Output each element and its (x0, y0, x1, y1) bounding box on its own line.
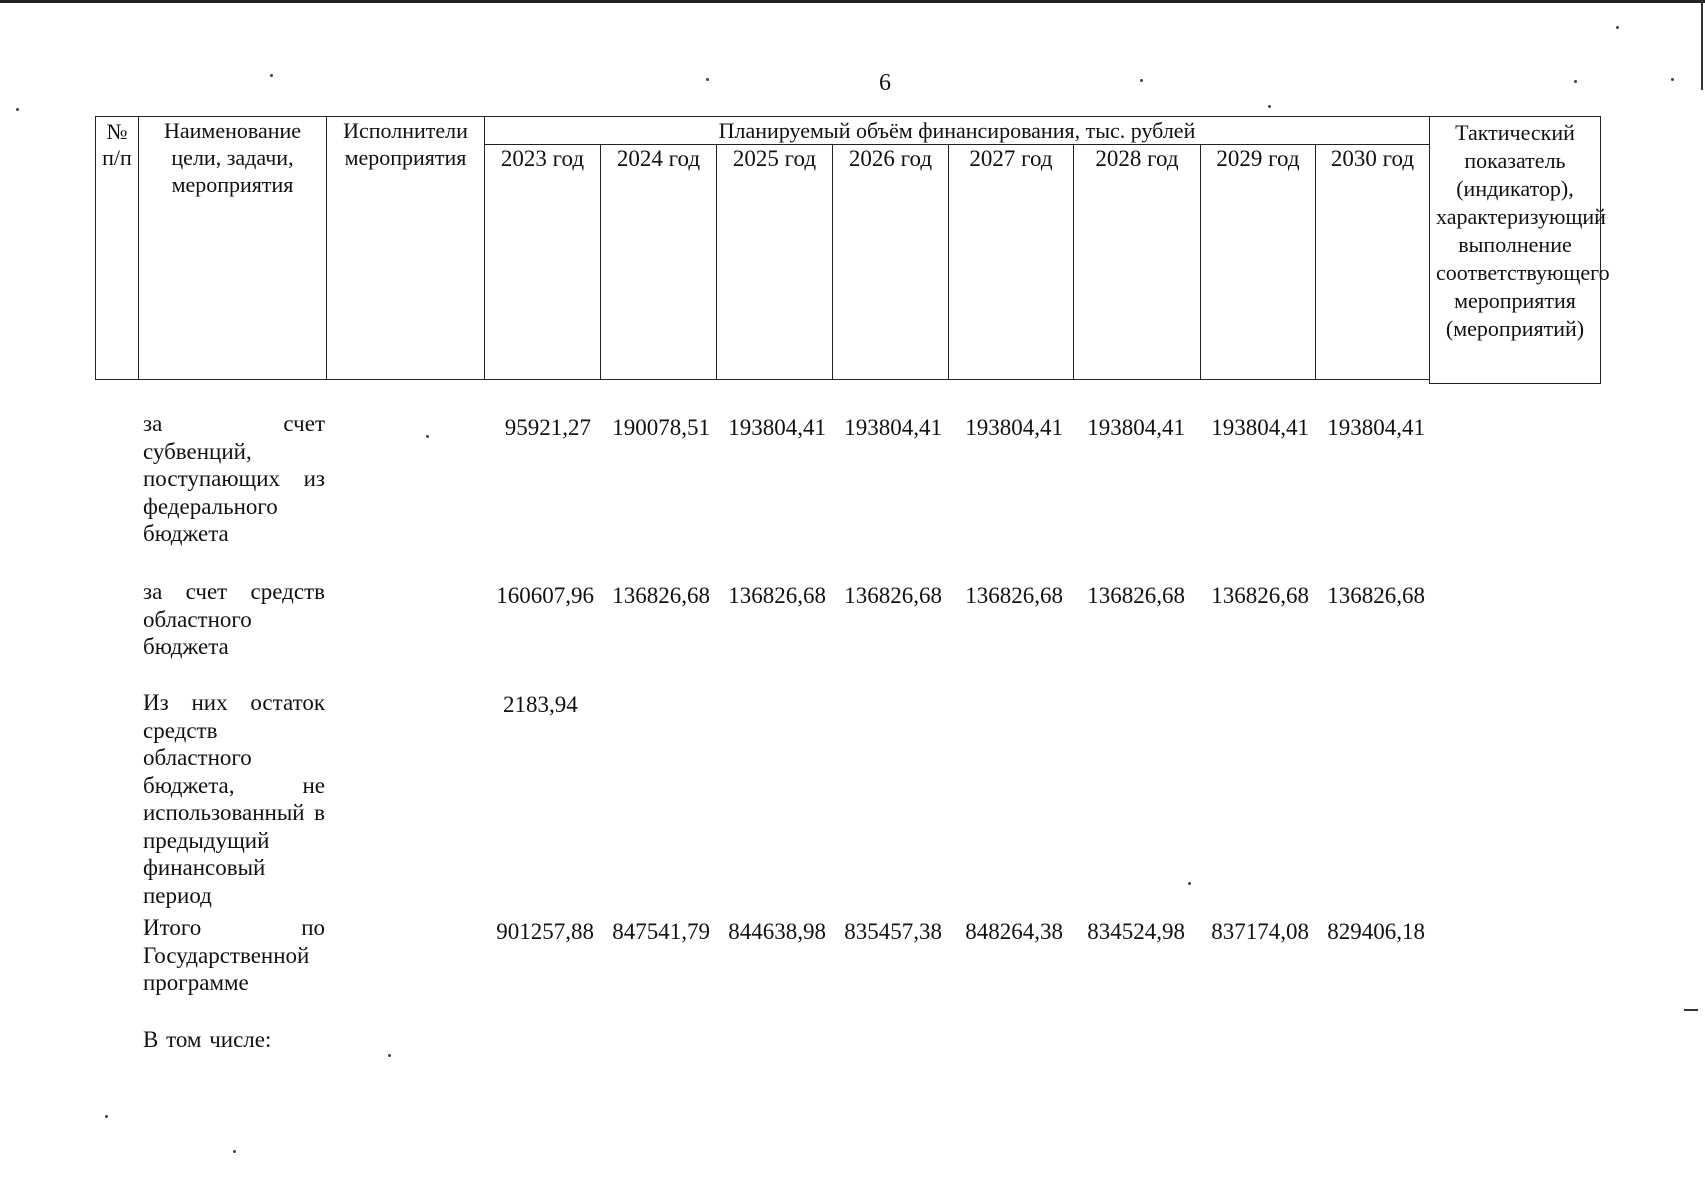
scan-speck (706, 78, 709, 81)
row-label: за счет субвенций, поступающих из федерального бюджета (143, 411, 325, 546)
row-value: 136826,68 (1327, 583, 1425, 608)
row-value: 834524,98 (1087, 919, 1185, 944)
scan-top-edge (0, 0, 1705, 3)
row-value: 160607,96 (496, 583, 594, 608)
row-label: В том числе: (143, 1027, 272, 1052)
row-value: 136826,68 (844, 583, 942, 608)
row-value: 95921,27 (504, 415, 591, 440)
row-value: 136826,68 (1211, 583, 1309, 608)
row-value: 837174,08 (1211, 919, 1309, 944)
scan-speck (1188, 882, 1191, 885)
scan-right-edge (1701, 0, 1703, 90)
row-value: 193804,41 (844, 415, 942, 440)
scan-speck (1671, 78, 1674, 81)
header-year-2025: 2025 год (716, 144, 833, 380)
header-name: Наименование цели, задачи, мероприятия (138, 116, 327, 380)
row-value: 193804,41 (1211, 415, 1309, 440)
header-year-2029: 2029 год (1200, 144, 1316, 380)
row-value: 193804,41 (1327, 415, 1425, 440)
scan-speck (1574, 80, 1577, 83)
row-label: Итого по Государственной программе (143, 915, 325, 995)
row-value: 193804,41 (1087, 415, 1185, 440)
row-value: 193804,41 (965, 415, 1063, 440)
header-year-2028: 2028 год (1073, 144, 1201, 380)
header-indicator: Тактический показатель (индикатор), характеризующий выполнение соответствующего мероприятия (мероприятий) (1429, 116, 1601, 384)
scan-speck (1616, 26, 1619, 29)
header-year-2024: 2024 год (600, 144, 717, 380)
row-label: за счет средств областного бюджета (143, 579, 325, 659)
row-value: 136826,68 (612, 583, 710, 608)
row-value: 901257,88 (496, 919, 594, 944)
row-value: 136826,68 (1087, 583, 1185, 608)
header-year-2030: 2030 год (1315, 144, 1430, 380)
scan-speck (388, 1054, 391, 1057)
row-value: 193804,41 (728, 415, 826, 440)
row-label: Из них остаток средств областного бюджета, не использованный в предыдущий финансовый период (143, 690, 325, 908)
page-number: 6 (879, 70, 891, 96)
scan-mark (1684, 1009, 1698, 1011)
row-value: 190078,51 (612, 415, 710, 440)
header-year-2026: 2026 год (832, 144, 949, 380)
header-year-2027: 2027 год (948, 144, 1074, 380)
row-value: 848264,38 (965, 919, 1063, 944)
table-header (95, 116, 1610, 384)
scan-speck (270, 74, 273, 77)
scan-speck (233, 1150, 236, 1153)
row-value: 847541,79 (612, 919, 710, 944)
row-value: 844638,98 (728, 919, 826, 944)
header-num: № п/п (95, 116, 139, 380)
row-value: 835457,38 (844, 919, 942, 944)
row-value: 136826,68 (728, 583, 826, 608)
scan-speck (105, 1115, 108, 1118)
header-executors: Исполнители мероприятия (326, 116, 485, 380)
row-value: 829406,18 (1327, 919, 1425, 944)
scan-speck (16, 108, 19, 111)
header-year-2023: 2023 год (484, 144, 601, 380)
row-value: 2183,94 (503, 692, 578, 717)
scan-speck (1140, 79, 1143, 82)
header-funding: Планируемый объём финансирования, тыс. рублей (484, 116, 1430, 145)
scan-speck (1268, 105, 1271, 108)
row-value: 136826,68 (965, 583, 1063, 608)
scan-speck (426, 435, 429, 438)
